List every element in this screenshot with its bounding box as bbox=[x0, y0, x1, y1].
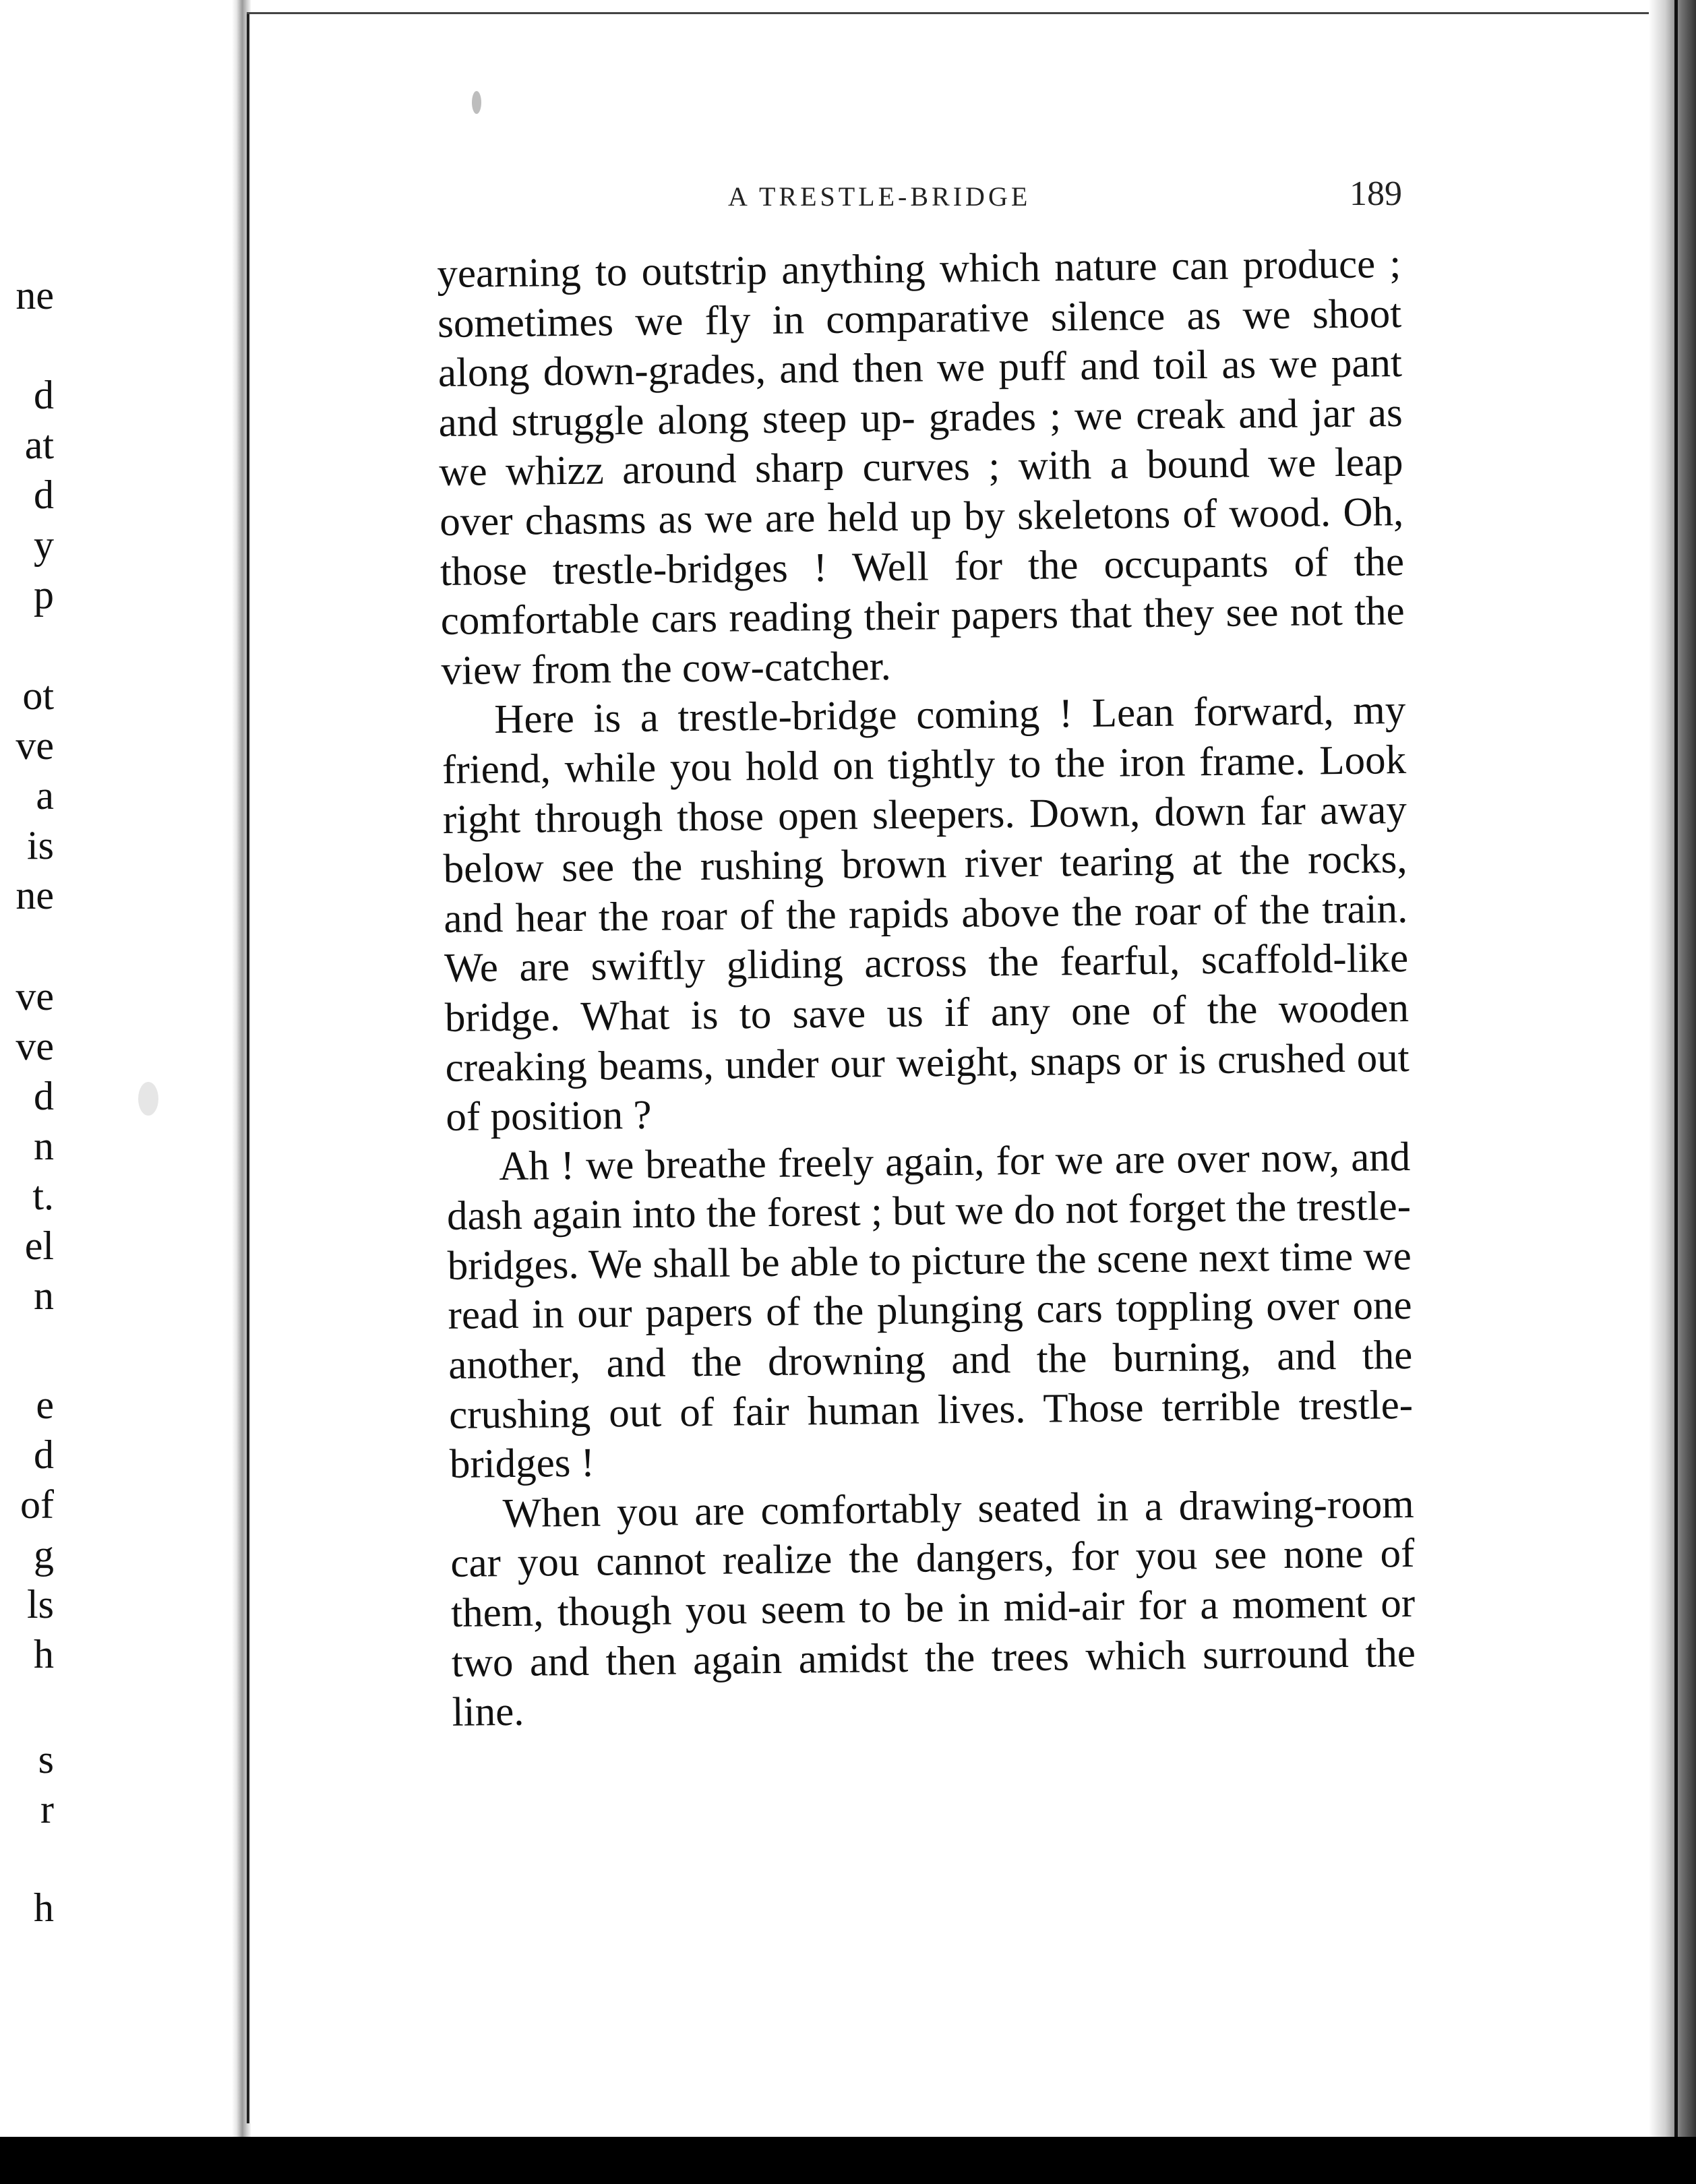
text-line: rapids above the roar of the train. We are swiftly bbox=[444, 886, 1408, 992]
left-fragment: ne bbox=[16, 873, 54, 917]
left-fragment: ls bbox=[26, 1582, 54, 1627]
left-fragment: at bbox=[24, 423, 54, 467]
text-line: as we shoot along down-grades, and then we puff bbox=[437, 291, 1402, 396]
text-line: grades ; we creak and jar as we whizz around bbox=[439, 390, 1403, 495]
left-fragment: h bbox=[34, 1632, 54, 1676]
text-line: river tearing at the rocks, and hear the roar of the bbox=[444, 837, 1407, 942]
text-line: the drowning and the burning, and the crushing bbox=[448, 1332, 1413, 1438]
text-line: What is to save us if any one of the wooden bbox=[580, 985, 1410, 1039]
left-fragment: ne bbox=[16, 273, 54, 317]
text-line: room car you cannot realize the dangers, for you bbox=[450, 1481, 1414, 1587]
left-fragment: s bbox=[38, 1737, 54, 1782]
left-fragment: g bbox=[34, 1532, 54, 1577]
right-page-edge-line bbox=[1674, 0, 1678, 2137]
text-line: sharp curves ; with a bound we leap over chasms bbox=[439, 439, 1403, 545]
left-fragment: n bbox=[34, 1124, 54, 1168]
left-fragment: d bbox=[34, 1432, 54, 1477]
text-line: When you are comfortably seated in a drawing- bbox=[502, 1482, 1328, 1536]
text-line: of the plunging cars toppling over one another, and bbox=[448, 1283, 1412, 1388]
left-fragment: r bbox=[40, 1787, 54, 1831]
left-fragment: p bbox=[34, 572, 54, 617]
text-line: Down, down far away below see the rushing brown bbox=[443, 787, 1407, 892]
text-line: out of fair human lives. Those terrible trestle- bbox=[608, 1382, 1414, 1436]
right-page-edge-shadow bbox=[1649, 0, 1696, 2137]
left-fragment: is bbox=[26, 823, 54, 868]
text-line: and dash again into the forest ; but we do not bbox=[446, 1134, 1411, 1240]
left-fragment: t. bbox=[32, 1174, 54, 1218]
text-line: see none of them, though you seem to be in mid-air bbox=[450, 1531, 1415, 1636]
text-line: trestle-bridges ! Well for the occupants of the bbox=[552, 539, 1405, 593]
text-line: crushed out of position ? bbox=[446, 1035, 1410, 1141]
paragraph bbox=[450, 1480, 1416, 1738]
paragraph bbox=[437, 239, 1405, 696]
scan-speck bbox=[138, 1082, 158, 1116]
text-line: Here is a trestle-bridge coming ! Lean forward, bbox=[493, 688, 1335, 743]
running-header bbox=[728, 175, 1402, 228]
left-fragment: ve bbox=[16, 1024, 54, 1068]
page-number: 189 bbox=[1350, 175, 1402, 213]
left-fragment: ve bbox=[16, 723, 54, 768]
page-fold-line bbox=[247, 13, 249, 2123]
left-fragment: ve bbox=[16, 974, 54, 1019]
text-line: for a moment or two and then again amidst the bbox=[451, 1580, 1416, 1686]
paragraph bbox=[442, 686, 1410, 1142]
page-top-edge bbox=[247, 12, 1662, 14]
left-fragment: d bbox=[34, 473, 54, 517]
left-fragment: el bbox=[24, 1223, 54, 1268]
text-line: Ah ! we breathe freely again, for we are over now, bbox=[498, 1134, 1340, 1189]
text-line: yearning to outstrip anything which nature can bbox=[437, 243, 1229, 297]
text-line: bridges ! bbox=[449, 1440, 595, 1488]
left-fragment: y bbox=[34, 522, 54, 567]
left-page-edge bbox=[0, 0, 236, 2137]
text-line: and toil as we pant and struggle along steep up- bbox=[438, 340, 1403, 446]
scan-speck bbox=[472, 91, 481, 114]
text-line: my friend, while you hold on tightly to the iron bbox=[442, 688, 1406, 793]
page-body-text bbox=[437, 239, 1416, 1738]
text-line: forget the trestle-bridges. We shall be able to bbox=[447, 1184, 1412, 1289]
text-line: not the view from the cow-catcher. bbox=[441, 588, 1405, 694]
paragraph bbox=[446, 1132, 1414, 1490]
left-fragment: d bbox=[34, 373, 54, 417]
text-line: comfortable cars reading their papers that they see bbox=[440, 590, 1279, 644]
left-fragment: h bbox=[34, 1885, 54, 1930]
text-line: gliding across the fearful, scaffold-like bridge. bbox=[444, 936, 1409, 1041]
left-fragment: ot bbox=[22, 673, 54, 718]
left-fragment: a bbox=[36, 773, 54, 818]
left-fragment: e bbox=[36, 1383, 54, 1427]
text-line: creaking beams, under our weight, snaps or is bbox=[445, 1037, 1207, 1091]
running-title: A TRESTLE-BRIDGE bbox=[728, 181, 1031, 212]
left-fragment: of bbox=[20, 1482, 54, 1527]
text-line: as we are held up by skeletons of wood. Oh, those bbox=[440, 489, 1404, 595]
text-line: trees which surround the line. bbox=[452, 1630, 1416, 1736]
left-page-text-fragments bbox=[0, 0, 54, 2137]
scan-bottom-border bbox=[0, 2137, 1696, 2184]
text-line: picture the scene next time we read in our papers bbox=[448, 1233, 1412, 1339]
text-line: frame. Look right through those open sleepers. bbox=[442, 737, 1407, 843]
text-line: produce ; sometimes we fly in comparative silence bbox=[437, 241, 1401, 346]
left-fragment: n bbox=[34, 1273, 54, 1318]
left-fragment: d bbox=[34, 1074, 54, 1118]
